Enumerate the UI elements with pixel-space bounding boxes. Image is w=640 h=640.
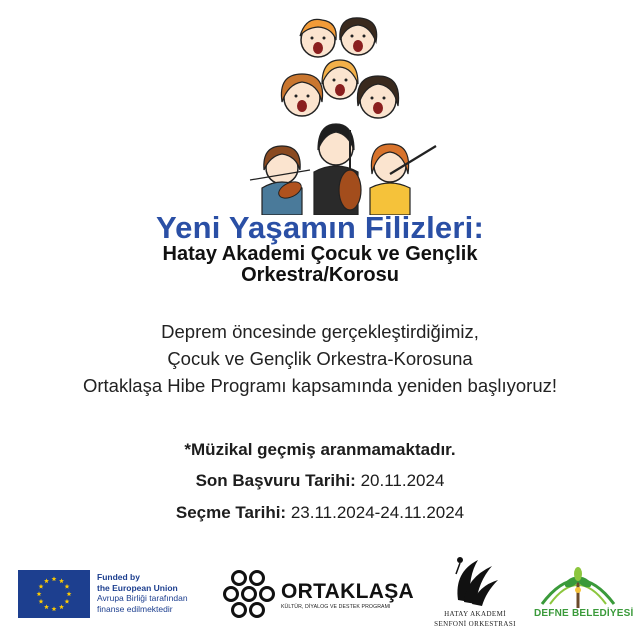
- cellist-figure: [314, 124, 361, 215]
- page-subtitle: [0, 244, 640, 286]
- description-line: Çocuk ve Gençlik Orkestra-Korosuna: [167, 348, 473, 369]
- ortaklasa-tagline: KÜLTÜR, DİYALOG VE DESTEK PROGRAMI: [281, 604, 391, 610]
- subtitle-line: Hatay Akademi Çocuk ve Gençlik: [162, 243, 478, 265]
- violinist-figure: [250, 146, 310, 215]
- description-line: Deprem öncesinde gerçekleştirdiğimiz,: [161, 321, 479, 342]
- singer-figure: [322, 60, 358, 99]
- deadline-value: 20.11.2024: [360, 471, 445, 490]
- singer-figure: [281, 74, 322, 116]
- defne-name: DEFNE: [534, 608, 569, 619]
- hatay-akademi-line: HATAY AKADEMİ: [444, 610, 506, 618]
- eu-funding-text: [97, 572, 188, 614]
- subtitle-line: Orkestra/Korosu: [241, 264, 399, 286]
- hatay-akademi-line: SENFONİ ORKESTRASI: [434, 620, 516, 628]
- ortaklasa-name: ORTAKLAŞA: [281, 580, 414, 603]
- ortaklasa-circles-icon: [223, 569, 275, 619]
- eu-flag-icon: [18, 570, 90, 618]
- selection-label: Seçme Tarihi:: [175, 503, 287, 522]
- defne-belediyesi-tree-icon: [536, 560, 620, 610]
- children-choir-illustration: [240, 10, 440, 215]
- singer-figure: [357, 76, 398, 118]
- selection-date: [0, 503, 640, 523]
- application-deadline: [0, 471, 640, 491]
- music-background-note: *Müzikal geçmiş aranmamaktadır.: [184, 440, 456, 459]
- eu-line: Funded by: [97, 572, 140, 582]
- deadline-label: Son Başvuru Tarihi:: [195, 471, 356, 490]
- page-title: Yeni Yaşamın Filizleri:: [156, 210, 484, 245]
- description-line: Ortaklaşa Hibe Programı kapsamında yeniden başlıyoruz!: [82, 375, 558, 396]
- flutist-figure: [370, 144, 436, 215]
- singer-figure: [340, 18, 377, 55]
- hatay-akademi-emblem-icon: [448, 552, 500, 610]
- defne-suffix: BELEDİYESİ: [572, 608, 634, 619]
- eu-line: the European Union: [97, 582, 178, 593]
- eu-line: finanse edilmektedir: [97, 603, 173, 614]
- singer-figure: [300, 19, 336, 57]
- selection-value: 23.11.2024-24.11.2024: [290, 503, 465, 522]
- description-block: [0, 318, 640, 399]
- eu-line: Avrupa Birliği tarafından: [97, 593, 188, 603]
